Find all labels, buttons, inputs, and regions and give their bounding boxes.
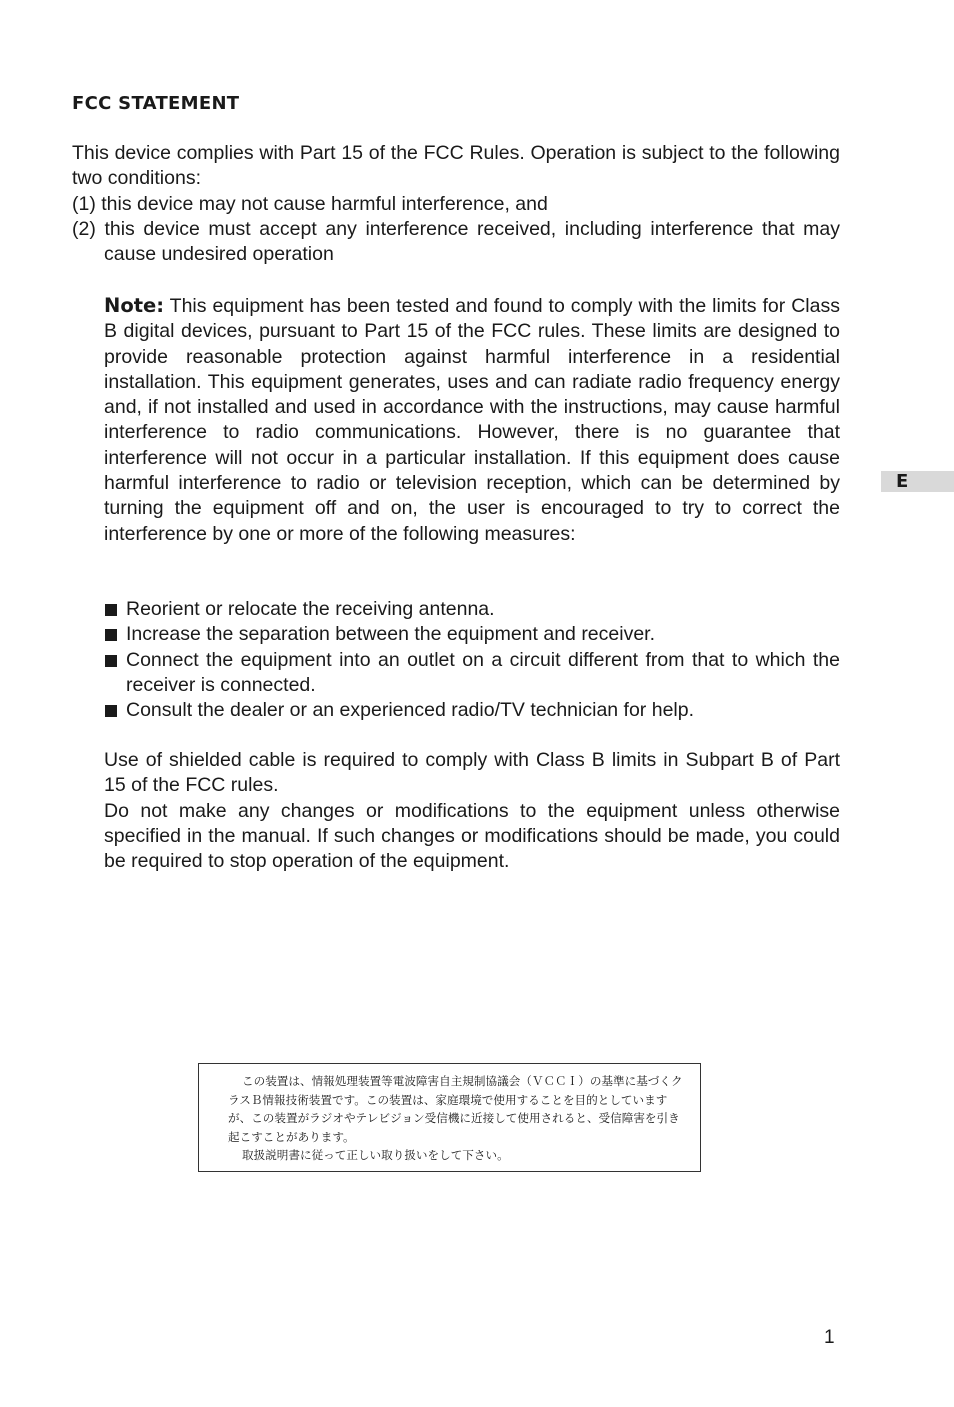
note-label: Note: — [104, 294, 165, 317]
note-text: This equipment has been tested and found to comply with the limits for Class B digital devices, pursuant to Part 15 of the FCC rules. These limits are designed to provide reasonable protection against harmful interference in a residential installation. This equipment generates, uses and can radiate radio frequency energy and, if not installed and used in accordance with the instructions, may cause harmful interference to radio communications. However, there is no guarantee that interference will not occur in a particular installation. If this equipment does cause harmful interference to radio or television reception, which can be determined by turning the equipment off and on, the user is encouraged to try to correct the interference by one or more of the following measures: — [104, 295, 840, 545]
measure-text: Reorient or relocate the receiving antenna. — [126, 598, 495, 620]
list-item — [104, 597, 840, 622]
square-bullet-icon — [105, 705, 117, 717]
vcci-paragraph: この装置は、情報処理装置等電波障害自主規制協議会（ＶＣＣＩ）の基準に基づくクラスＢ情報技術装置です。この装置は、家庭環境で使用することを目的としていますが、この装置がラジオやテレビジョン受信機に近接して使用されると、受信障害を引き起こすことがあります。 — [228, 1074, 683, 1144]
shielded-cable-paragraph: Use of shielded cable is required to comply with Class B limits in Subpart B of Part 15 of the FCC rules. — [104, 749, 840, 797]
language-tab-label: E — [896, 471, 909, 492]
square-bullet-icon — [105, 629, 117, 641]
list-item — [104, 648, 840, 699]
modifications-paragraph: Do not make any changes or modifications to the equipment unless otherwise specified in the manual. If such changes or modifications should be made, you could be required to stop operation of the equipment. — [104, 799, 840, 873]
condition-1: (1) this device may not cause harmful interference, and — [72, 193, 548, 215]
measure-text: Connect the equipment into an outlet on a circuit different from that to which the receiver is connected. — [126, 648, 840, 696]
note-paragraph — [104, 293, 840, 547]
measure-text: Consult the dealer or an experienced radio/TV technician for help. — [126, 699, 695, 722]
condition-2: (2) this device must accept any interference received, including interference that may cause undesired operation — [72, 218, 840, 266]
intro-paragraph: This device complies with Part 15 of the FCC Rules. Operation is subject to the following two conditions: — [72, 142, 840, 190]
measure-text: Increase the separation between the equipment and receiver. — [126, 623, 656, 646]
vcci-instruction: 取扱説明書に従って正しい取り扱いをして下さい。 — [242, 1148, 509, 1163]
language-tab — [881, 471, 954, 492]
shielded-cable-block — [104, 748, 840, 874]
square-bullet-icon — [105, 655, 117, 667]
measures-list — [104, 597, 840, 723]
list-item — [104, 698, 840, 723]
list-item — [104, 622, 840, 647]
page-number: 1 — [824, 1327, 835, 1348]
section-heading: FCC STATEMENT — [72, 93, 240, 114]
square-bullet-icon — [105, 604, 117, 616]
vcci-notice-box — [198, 1063, 701, 1172]
